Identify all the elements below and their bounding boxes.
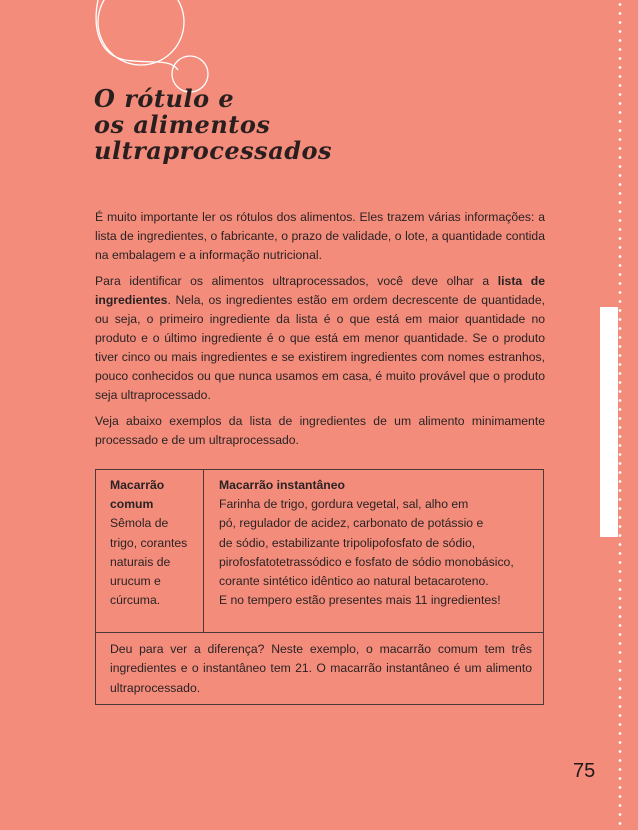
column-divider xyxy=(203,470,204,632)
page-number: 75 xyxy=(573,760,596,782)
swirl-line xyxy=(96,0,178,70)
table-note: Deu para ver a diferença? Neste exemplo, o macarrão comum tem três ingredientes e o instantâneo tem 21. O macarrão instantâneo é um alimento ultraprocessado. xyxy=(110,642,532,695)
p2-bold-term: lista de ingredientes xyxy=(95,274,545,307)
ingredient-line: corante sintético idêntico ao natural betacaroteno. xyxy=(219,574,489,589)
paragraph-examples: Veja abaixo exemplos da lista de ingredientes de um alimento minimamente processado e de um ultraprocessado. xyxy=(95,414,545,447)
p2-text-start: Para identificar os alimentos ultraprocessados, você deve olhar a xyxy=(95,274,498,288)
ingredient-line: Farinha de trigo, gordura vegetal, sal, alho em xyxy=(219,497,469,512)
cell-heading: comum xyxy=(110,497,154,512)
ingredient-line: urucum e xyxy=(110,574,161,589)
p2-text-end: . Nela, os ingredientes estão em ordem decrescente de quantidade, ou seja, o primeiro ingrediente da lista é o que está em maior quantidade no produto e o último ingrediente é o que está em menor quantidade. Se o produto tiver cinco ou mais ingredientes e se existirem ingredientes com nomes estranhos, pouco conhecidos ou que nunca usamos em casa, é muito provável que o produto seja ultraprocessado. xyxy=(95,293,545,402)
dotted-margin-line xyxy=(618,0,622,830)
page-title xyxy=(94,86,394,164)
row-divider xyxy=(96,632,543,633)
cell-instant-pasta xyxy=(219,476,539,610)
ingredient-line: Sêmola de xyxy=(110,516,169,531)
title-line: O rótulo e xyxy=(94,84,235,113)
circle-large xyxy=(98,0,184,65)
ingredient-line: cúrcuma. xyxy=(110,593,161,608)
ingredient-line: de sódio, estabilizante tripolipofosfato de sódio, xyxy=(219,535,476,550)
ingredient-line: trigo, corantes xyxy=(110,535,188,550)
ingredient-line: pó, regulador de acidez, carbonato de potássio e xyxy=(219,516,484,531)
side-tab-marker xyxy=(600,307,618,537)
paragraph-labels: É muito importante ler os rótulos dos alimentos. Eles trazem várias informações: a lista de ingredientes, o fabricante, o prazo de validade, o lote, a quantidade contida na embalagem e a informação nutricional. xyxy=(95,210,545,262)
title-line: os alimentos xyxy=(94,110,271,139)
ingredients-comparison-table xyxy=(95,469,544,705)
cell-heading: Macarrão xyxy=(110,478,165,492)
cell-heading: Macarrão instantâneo xyxy=(219,478,345,492)
ingredient-line: E no tempero estão presentes mais 11 ingredientes! xyxy=(219,593,501,608)
ingredient-line: naturais de xyxy=(110,554,171,569)
body-text xyxy=(95,208,545,457)
title-line: ultraprocessados xyxy=(94,136,333,165)
cell-common-pasta xyxy=(110,476,200,610)
ingredient-line: pirofosfatotetrassódico e fosfato de sódio monobásico, xyxy=(219,554,514,569)
paragraph-identify xyxy=(95,272,545,405)
